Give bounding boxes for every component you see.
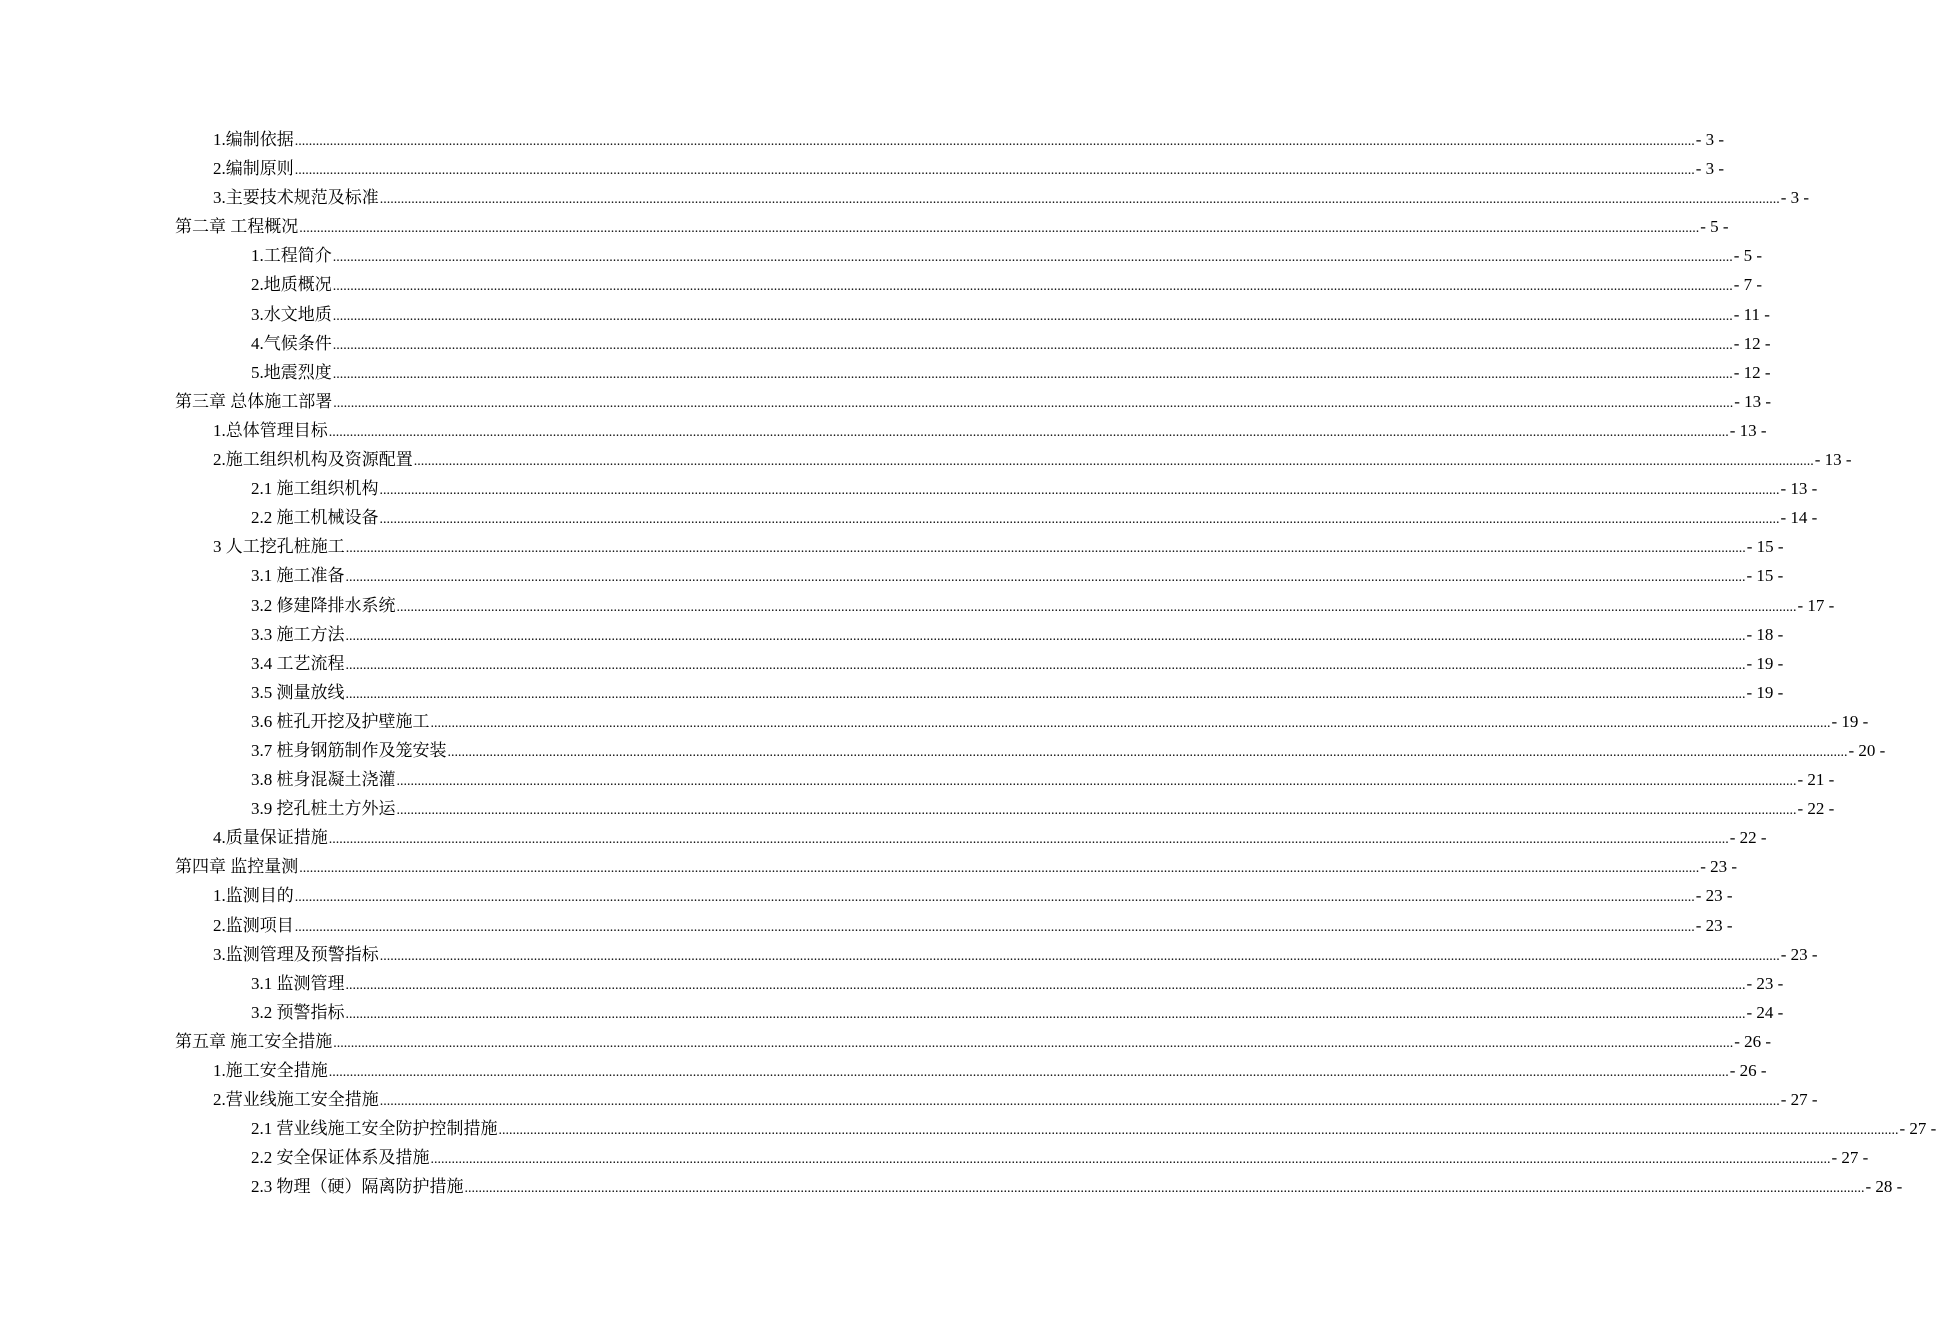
toc-entry-title: 2.3 物理（硬）隔离防护措施: [251, 1177, 464, 1197]
toc-entry[interactable]: [0, 300, 1770, 329]
toc-entry-page-number: - 28 -: [1865, 1177, 1903, 1197]
toc-entry-page-number: - 23 -: [1746, 973, 1784, 993]
toc-entry-page-number: - 27 -: [1831, 1148, 1869, 1168]
dot-leader: ................................................................................................................................................................................................................................................................................................................................................................................................................: [294, 163, 1695, 179]
toc-entry-title: 第五章 施工安全措施: [175, 1031, 333, 1051]
toc-entry-page-number: - 22 -: [1729, 828, 1767, 848]
dot-leader: ................................................................................................................................................................................................................................................................................................................................................................................................................: [379, 192, 1780, 208]
toc-entry-title: 3.8 桩身混凝土浇灌: [251, 770, 396, 790]
dot-leader: ................................................................................................................................................................................................................................................................................................................................................................................................................: [379, 1094, 1780, 1110]
dot-leader: ................................................................................................................................................................................................................................................................................................................................................................................................................: [345, 570, 1746, 586]
toc-entry-page-number: - 20 -: [1848, 740, 1886, 760]
toc-entry-title: 3.1 监测管理: [251, 973, 345, 993]
dot-leader: ................................................................................................................................................................................................................................................................................................................................................................................................................: [447, 744, 1848, 760]
toc-entry-title: 3.监测管理及预警指标: [213, 944, 379, 964]
dot-leader: ................................................................................................................................................................................................................................................................................................................................................................................................................: [332, 308, 1733, 324]
dot-leader: ................................................................................................................................................................................................................................................................................................................................................................................................................: [396, 803, 1797, 819]
dot-leader: ................................................................................................................................................................................................................................................................................................................................................................................................................: [332, 250, 1733, 266]
toc-entry-page-number: - 14 -: [1780, 508, 1818, 528]
toc-entry-title: 3.9 挖孔桩土方外运: [251, 799, 396, 819]
toc-entry[interactable]: [0, 765, 1835, 794]
toc-entry[interactable]: [0, 1085, 1818, 1114]
toc-entry[interactable]: [0, 1114, 1936, 1143]
toc-entry[interactable]: [0, 212, 1729, 241]
dot-leader: ................................................................................................................................................................................................................................................................................................................................................................................................................: [299, 221, 1700, 237]
toc-entry-page-number: - 19 -: [1831, 711, 1869, 731]
toc-entry-page-number: - 18 -: [1746, 624, 1784, 644]
toc-entry[interactable]: [0, 270, 1763, 299]
toc-entry-title: 3 人工挖孔桩施工: [213, 537, 345, 557]
toc-entry-title: 3.1 施工准备: [251, 566, 345, 586]
toc-entry-page-number: - 5 -: [1733, 246, 1763, 266]
dot-leader: ................................................................................................................................................................................................................................................................................................................................................................................................................: [332, 279, 1733, 295]
toc-entry-title: 3.3 施工方法: [251, 624, 345, 644]
toc-entry[interactable]: [0, 474, 1818, 503]
toc-entry[interactable]: [0, 1027, 1772, 1056]
toc-entry[interactable]: [0, 329, 1771, 358]
toc-entry-page-number: - 19 -: [1746, 682, 1784, 702]
toc-entry-title: 3.5 测量放线: [251, 682, 345, 702]
toc-entry[interactable]: [0, 445, 1852, 474]
toc-entry-page-number: - 13 -: [1780, 479, 1818, 499]
toc-entry[interactable]: [0, 620, 1784, 649]
toc-entry-page-number: - 23 -: [1695, 915, 1733, 935]
toc-entry-page-number: - 5 -: [1700, 217, 1729, 237]
toc-entry-page-number: - 22 -: [1797, 799, 1835, 819]
toc-entry-title: 2.施工组织机构及资源配置: [213, 450, 413, 470]
toc-entry[interactable]: [0, 241, 1763, 270]
toc-entry-page-number: - 13 -: [1734, 391, 1772, 411]
toc-entry[interactable]: [0, 1143, 1869, 1172]
toc-entry-title: 5.地震烈度: [251, 362, 332, 382]
dot-leader: ................................................................................................................................................................................................................................................................................................................................................................................................................: [294, 919, 1695, 935]
toc-entry[interactable]: [0, 911, 1733, 940]
dot-leader: ................................................................................................................................................................................................................................................................................................................................................................................................................: [345, 657, 1746, 673]
toc-entry[interactable]: [0, 823, 1767, 852]
dot-leader: ................................................................................................................................................................................................................................................................................................................................................................................................................: [379, 483, 1780, 499]
toc-entry-title: 3.6 桩孔开挖及护壁施工: [251, 711, 430, 731]
dot-leader: ................................................................................................................................................................................................................................................................................................................................................................................................................: [328, 832, 1729, 848]
dot-leader: ................................................................................................................................................................................................................................................................................................................................................................................................................: [379, 948, 1780, 964]
dot-leader: ................................................................................................................................................................................................................................................................................................................................................................................................................: [328, 1065, 1729, 1080]
toc-entry-title: 1.施工安全措施: [213, 1061, 328, 1080]
toc-entry-page-number: - 13 -: [1814, 450, 1852, 470]
toc-entry[interactable]: [0, 183, 1810, 212]
toc-entry[interactable]: [0, 416, 1767, 445]
toc-entry-title: 3.4 工艺流程: [251, 653, 345, 673]
toc-entry[interactable]: [0, 940, 1818, 969]
toc-entry-title: 1.总体管理目标: [213, 420, 328, 440]
toc-entry[interactable]: [0, 736, 1886, 765]
dot-leader: ................................................................................................................................................................................................................................................................................................................................................................................................................: [294, 134, 1695, 149]
toc-entry[interactable]: [0, 503, 1818, 532]
toc-entry[interactable]: [0, 707, 1869, 736]
toc-entry-title: 3.2 预警指标: [251, 1002, 345, 1022]
dot-leader: ................................................................................................................................................................................................................................................................................................................................................................................................................: [345, 977, 1746, 993]
dot-leader: ................................................................................................................................................................................................................................................................................................................................................................................................................: [464, 1181, 1865, 1197]
toc-entry-title: 1.工程简介: [251, 246, 332, 266]
toc-entry[interactable]: [0, 649, 1784, 678]
toc-entry-page-number: - 15 -: [1746, 566, 1784, 586]
dot-leader: ................................................................................................................................................................................................................................................................................................................................................................................................................: [333, 1035, 1734, 1051]
toc-entry[interactable]: [0, 881, 1733, 910]
toc-entry-title: 4.气候条件: [251, 333, 332, 353]
toc-entry-title: 3.水文地质: [251, 304, 332, 324]
toc-entry-title: 2.2 安全保证体系及措施: [251, 1148, 430, 1168]
toc-entry-title: 第三章 总体施工部署: [175, 391, 333, 411]
toc-entry[interactable]: [0, 387, 1772, 416]
toc-entry[interactable]: [0, 125, 1725, 154]
toc-entry[interactable]: [0, 358, 1771, 387]
toc-entry-page-number: - 26 -: [1734, 1031, 1772, 1051]
dot-leader: ................................................................................................................................................................................................................................................................................................................................................................................................................: [332, 366, 1733, 382]
dot-leader: ................................................................................................................................................................................................................................................................................................................................................................................................................: [430, 1152, 1831, 1168]
toc-entry-page-number: - 15 -: [1746, 537, 1784, 557]
toc-entry[interactable]: [0, 678, 1784, 707]
toc-entry[interactable]: [0, 794, 1835, 823]
toc-entry[interactable]: [0, 852, 1738, 881]
toc-entry-page-number: - 13 -: [1729, 420, 1767, 440]
toc-entry-page-number: - 27 -: [1899, 1119, 1936, 1139]
toc-entry-page-number: - 3 -: [1695, 159, 1725, 179]
toc-entry-page-number: - 23 -: [1780, 944, 1818, 964]
toc-entry-page-number: - 19 -: [1746, 653, 1784, 673]
toc-entry-title: 2.营业线施工安全措施: [213, 1090, 379, 1110]
toc-entry[interactable]: [0, 1056, 1767, 1085]
toc-entry-page-number: - 12 -: [1733, 333, 1771, 353]
toc-entry-page-number: - 23 -: [1695, 886, 1733, 906]
toc-entry[interactable]: [0, 1172, 1903, 1201]
toc-entry-title: 4.质量保证措施: [213, 828, 328, 848]
toc-entry-title: 3.7 桩身钢筋制作及笼安装: [251, 740, 447, 760]
toc-entry-title: 3.主要技术规范及标准: [213, 188, 379, 208]
toc-entry-page-number: - 26 -: [1729, 1061, 1767, 1080]
toc-entry-title: 2.1 营业线施工安全防护控制措施: [251, 1119, 498, 1139]
dot-leader: ................................................................................................................................................................................................................................................................................................................................................................................................................: [345, 541, 1746, 557]
toc-entry[interactable]: [0, 591, 1835, 620]
toc-entry-page-number: - 21 -: [1797, 770, 1835, 790]
toc-entry-page-number: - 11 -: [1733, 304, 1770, 324]
dot-leader: ................................................................................................................................................................................................................................................................................................................................................................................................................: [396, 774, 1797, 790]
toc-entry-title: 2.2 施工机械设备: [251, 508, 379, 528]
dot-leader: ................................................................................................................................................................................................................................................................................................................................................................................................................: [498, 1123, 1899, 1139]
toc-entry[interactable]: [0, 154, 1725, 183]
toc-entry-title: 1.监测目的: [213, 886, 294, 906]
toc-entry-page-number: - 3 -: [1695, 130, 1725, 149]
toc-entry[interactable]: [0, 532, 1784, 561]
dot-leader: ................................................................................................................................................................................................................................................................................................................................................................................................................: [430, 715, 1831, 731]
toc-entry-title: 2.编制原则: [213, 159, 294, 179]
dot-leader: ................................................................................................................................................................................................................................................................................................................................................................................................................: [328, 424, 1729, 440]
toc-entry-title: 3.2 修建降排水系统: [251, 595, 396, 615]
dot-leader: ................................................................................................................................................................................................................................................................................................................................................................................................................: [379, 512, 1780, 528]
dot-leader: ................................................................................................................................................................................................................................................................................................................................................................................................................: [345, 686, 1746, 702]
dot-leader: ................................................................................................................................................................................................................................................................................................................................................................................................................: [413, 454, 1814, 470]
toc-entry-page-number: - 17 -: [1797, 595, 1835, 615]
toc-entry-page-number: - 27 -: [1780, 1090, 1818, 1110]
dot-leader: ................................................................................................................................................................................................................................................................................................................................................................................................................: [299, 861, 1700, 877]
toc-entry[interactable]: [0, 969, 1784, 998]
toc-entry-title: 第二章 工程概况: [175, 217, 299, 237]
toc-entry-page-number: - 3 -: [1780, 188, 1810, 208]
table-of-contents: [0, 125, 1936, 1201]
toc-entry-page-number: - 24 -: [1746, 1002, 1784, 1022]
dot-leader: ................................................................................................................................................................................................................................................................................................................................................................................................................: [345, 628, 1746, 644]
toc-entry-title: 第四章 监控量测: [175, 857, 299, 877]
toc-entry-title: 2.监测项目: [213, 915, 294, 935]
dot-leader: ................................................................................................................................................................................................................................................................................................................................................................................................................: [345, 1006, 1746, 1022]
toc-entry-page-number: - 23 -: [1700, 857, 1738, 877]
toc-entry-title: 2.1 施工组织机构: [251, 479, 379, 499]
dot-leader: ................................................................................................................................................................................................................................................................................................................................................................................................................: [332, 337, 1733, 353]
dot-leader: ................................................................................................................................................................................................................................................................................................................................................................................................................: [294, 890, 1695, 906]
toc-entry[interactable]: [0, 998, 1784, 1027]
dot-leader: ................................................................................................................................................................................................................................................................................................................................................................................................................: [333, 395, 1734, 411]
dot-leader: ................................................................................................................................................................................................................................................................................................................................................................................................................: [396, 599, 1797, 615]
toc-entry-page-number: - 12 -: [1733, 362, 1771, 382]
toc-entry-title: 2.地质概况: [251, 275, 332, 295]
toc-entry[interactable]: [0, 561, 1784, 590]
toc-entry-title: 1.编制依据: [213, 130, 294, 149]
toc-entry-page-number: - 7 -: [1733, 275, 1763, 295]
